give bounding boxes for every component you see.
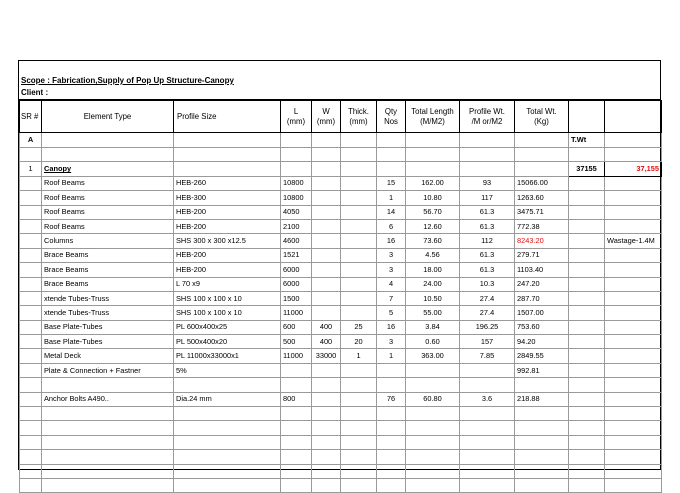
scope-block bbox=[19, 61, 660, 100]
cell-note bbox=[605, 219, 662, 233]
spacer-row bbox=[20, 148, 662, 162]
cell-qty: 14 bbox=[377, 205, 406, 219]
cell-total-wt: 218.88 bbox=[515, 392, 569, 406]
cell-thick: 25 bbox=[341, 320, 377, 334]
cell-profile bbox=[174, 378, 281, 392]
cell-profile-wt: 27.4 bbox=[460, 306, 515, 320]
header-width: W (mm) bbox=[312, 101, 341, 133]
cell-element: Columns bbox=[42, 234, 174, 248]
cell-profile-wt: 61.3 bbox=[460, 263, 515, 277]
cell-total-length: 73.60 bbox=[406, 234, 460, 248]
table-row bbox=[20, 191, 662, 205]
cell-l: 4050 bbox=[281, 205, 312, 219]
cell-element: xtende Tubes-Truss bbox=[42, 291, 174, 305]
cell-note bbox=[605, 291, 662, 305]
cell-profile-wt bbox=[460, 378, 515, 392]
table-row bbox=[20, 234, 662, 248]
cell-profile-wt: 93 bbox=[460, 176, 515, 190]
cell-l: 2100 bbox=[281, 219, 312, 233]
table-row bbox=[20, 263, 662, 277]
cell-note bbox=[605, 392, 662, 406]
cell-element: Metal Deck bbox=[42, 349, 174, 363]
cell-element: Base Plate-Tubes bbox=[42, 320, 174, 334]
blank-row bbox=[20, 478, 662, 492]
cell-profile-wt: 196.25 bbox=[460, 320, 515, 334]
header-extra-2 bbox=[605, 101, 662, 133]
cell-l: 4600 bbox=[281, 234, 312, 248]
cell-thick bbox=[341, 363, 377, 377]
cell-total-length: 56.70 bbox=[406, 205, 460, 219]
cell-thick bbox=[341, 248, 377, 262]
cell-element bbox=[42, 378, 174, 392]
cell-profile: PL 500x400x20 bbox=[174, 335, 281, 349]
cell-total-length: 60.80 bbox=[406, 392, 460, 406]
cell-w bbox=[312, 263, 341, 277]
cell-profile: PL 11000x33000x1 bbox=[174, 349, 281, 363]
cell-thick bbox=[341, 263, 377, 277]
cell-qty: 16 bbox=[377, 320, 406, 334]
cell-w bbox=[312, 234, 341, 248]
bill-of-quantities-table bbox=[19, 100, 662, 493]
cell-qty: 5 bbox=[377, 306, 406, 320]
scope-title: Scope : Fabrication,Supply of Pop Up Structure-Canopy bbox=[21, 76, 234, 85]
header-profile-size: Profile Size bbox=[174, 101, 281, 133]
cell-total-length: 3.84 bbox=[406, 320, 460, 334]
cell-total-wt: 1507.00 bbox=[515, 306, 569, 320]
cell-note bbox=[605, 335, 662, 349]
table-row bbox=[20, 205, 662, 219]
cell-element: Brace Beams bbox=[42, 248, 174, 262]
cell-thick bbox=[341, 306, 377, 320]
cell-profile-wt: 61.3 bbox=[460, 248, 515, 262]
cell-w bbox=[312, 392, 341, 406]
table-row bbox=[20, 335, 662, 349]
twt-label: T.Wt bbox=[569, 133, 605, 148]
table-row bbox=[20, 363, 662, 377]
cell-total-length: 0.60 bbox=[406, 335, 460, 349]
cell-l: 1521 bbox=[281, 248, 312, 262]
cell-qty: 7 bbox=[377, 291, 406, 305]
blank-row bbox=[20, 464, 662, 478]
cell-total-wt: 753.60 bbox=[515, 320, 569, 334]
table-row bbox=[20, 392, 662, 406]
cell-total-wt: 15066.00 bbox=[515, 176, 569, 190]
cell-qty: 15 bbox=[377, 176, 406, 190]
cell-l: 6000 bbox=[281, 263, 312, 277]
cell-element: Brace Beams bbox=[42, 263, 174, 277]
cell-profile-wt: 112 bbox=[460, 234, 515, 248]
cell-thick bbox=[341, 219, 377, 233]
cell-l: 11000 bbox=[281, 349, 312, 363]
header-quantity: Qty Nos bbox=[377, 101, 406, 133]
table-row bbox=[20, 219, 662, 233]
header-total-length: Total Length (M/M2) bbox=[406, 101, 460, 133]
cell-thick: 1 bbox=[341, 349, 377, 363]
cell-profile-wt: 157 bbox=[460, 335, 515, 349]
cell-w bbox=[312, 277, 341, 291]
cell-qty: 16 bbox=[377, 234, 406, 248]
cell-profile: Dia.24 mm bbox=[174, 392, 281, 406]
cell-w bbox=[312, 378, 341, 392]
cell-note bbox=[605, 263, 662, 277]
cell-total-length: 24.00 bbox=[406, 277, 460, 291]
group-total: 37,155 bbox=[605, 162, 662, 176]
group-sr: 1 bbox=[20, 162, 42, 176]
cell-w bbox=[312, 291, 341, 305]
cell-qty: 3 bbox=[377, 248, 406, 262]
cell-thick bbox=[341, 191, 377, 205]
cell-w: 33000 bbox=[312, 349, 341, 363]
cell-profile-wt: 3.6 bbox=[460, 392, 515, 406]
table-row bbox=[20, 248, 662, 262]
cell-total-length: 4.56 bbox=[406, 248, 460, 262]
cell-note bbox=[605, 363, 662, 377]
cell-total-wt: 8243.20 bbox=[515, 234, 569, 248]
cell-note bbox=[605, 191, 662, 205]
cell-total-wt: 2849.55 bbox=[515, 349, 569, 363]
table-row bbox=[20, 320, 662, 334]
cell-qty bbox=[377, 363, 406, 377]
cell-note bbox=[605, 176, 662, 190]
cell-qty: 6 bbox=[377, 219, 406, 233]
cell-total-wt: 772.38 bbox=[515, 219, 569, 233]
cell-profile: HEB-200 bbox=[174, 263, 281, 277]
cell-total-length: 10.80 bbox=[406, 191, 460, 205]
cell-element: Roof Beams bbox=[42, 176, 174, 190]
cell-element: Roof Beams bbox=[42, 205, 174, 219]
table-row bbox=[20, 349, 662, 363]
cell-thick bbox=[341, 378, 377, 392]
cell-profile-wt: 7.85 bbox=[460, 349, 515, 363]
cell-element: Roof Beams bbox=[42, 219, 174, 233]
cell-total-length: 12.60 bbox=[406, 219, 460, 233]
cell-thick bbox=[341, 205, 377, 219]
group-subtotal: 37155 bbox=[569, 162, 605, 176]
worksheet bbox=[18, 60, 661, 470]
cell-l: 800 bbox=[281, 392, 312, 406]
header-total-weight: Total Wt. (Kg) bbox=[515, 101, 569, 133]
cell-w: 400 bbox=[312, 320, 341, 334]
cell-total-length: 10.50 bbox=[406, 291, 460, 305]
cell-total-wt: 992.81 bbox=[515, 363, 569, 377]
section-label: A bbox=[20, 133, 42, 148]
cell-profile: HEB-300 bbox=[174, 191, 281, 205]
cell-w bbox=[312, 176, 341, 190]
blank-row bbox=[20, 407, 662, 421]
cell-qty: 3 bbox=[377, 263, 406, 277]
table-row bbox=[20, 291, 662, 305]
cell-l: 600 bbox=[281, 320, 312, 334]
cell-profile-wt: 117 bbox=[460, 191, 515, 205]
cell-w bbox=[312, 248, 341, 262]
cell-w bbox=[312, 306, 341, 320]
cell-total-length: 162.00 bbox=[406, 176, 460, 190]
cell-element: Anchor Bolts A490.. bbox=[42, 392, 174, 406]
table-row bbox=[20, 277, 662, 291]
cell-profile-wt bbox=[460, 363, 515, 377]
cell-total-wt: 1103.40 bbox=[515, 263, 569, 277]
cell-profile-wt: 10.3 bbox=[460, 277, 515, 291]
header-thickness: Thick. (mm) bbox=[341, 101, 377, 133]
client-label: Client : bbox=[21, 88, 49, 97]
cell-note bbox=[605, 248, 662, 262]
cell-profile: SHS 100 x 100 x 10 bbox=[174, 306, 281, 320]
cell-total-wt: 247.20 bbox=[515, 277, 569, 291]
cell-total-wt: 287.70 bbox=[515, 291, 569, 305]
cell-note bbox=[605, 306, 662, 320]
cell-note bbox=[605, 277, 662, 291]
cell-thick: 20 bbox=[341, 335, 377, 349]
table-row bbox=[20, 378, 662, 392]
cell-total-wt: 94.20 bbox=[515, 335, 569, 349]
cell-profile-wt: 27.4 bbox=[460, 291, 515, 305]
cell-thick bbox=[341, 277, 377, 291]
cell-element: Plate & Connection + Fastner bbox=[42, 363, 174, 377]
header-length: L (mm) bbox=[281, 101, 312, 133]
cell-total-wt: 1263.60 bbox=[515, 191, 569, 205]
cell-profile-wt: 61.3 bbox=[460, 219, 515, 233]
section-row bbox=[20, 133, 662, 148]
cell-w bbox=[312, 219, 341, 233]
cell-w bbox=[312, 363, 341, 377]
cell-element: xtende Tubes-Truss bbox=[42, 306, 174, 320]
cell-w: 400 bbox=[312, 335, 341, 349]
cell-l: 11000 bbox=[281, 306, 312, 320]
cell-total-length bbox=[406, 363, 460, 377]
cell-qty: 1 bbox=[377, 191, 406, 205]
blank-row bbox=[20, 435, 662, 449]
cell-profile: SHS 100 x 100 x 10 bbox=[174, 291, 281, 305]
cell-note: Wastage-1.4M bbox=[605, 234, 662, 248]
cell-l: 10800 bbox=[281, 176, 312, 190]
cell-profile-wt: 61.3 bbox=[460, 205, 515, 219]
cell-l bbox=[281, 378, 312, 392]
cell-qty: 4 bbox=[377, 277, 406, 291]
cell-qty bbox=[377, 378, 406, 392]
cell-note bbox=[605, 205, 662, 219]
cell-note bbox=[605, 320, 662, 334]
cell-qty: 3 bbox=[377, 335, 406, 349]
header-element-type: Element Type bbox=[42, 101, 174, 133]
cell-profile: HEB-260 bbox=[174, 176, 281, 190]
cell-l bbox=[281, 363, 312, 377]
cell-profile: 5% bbox=[174, 363, 281, 377]
group-row bbox=[20, 162, 662, 176]
cell-total-length: 55.00 bbox=[406, 306, 460, 320]
cell-profile: PL 600x400x25 bbox=[174, 320, 281, 334]
cell-qty: 76 bbox=[377, 392, 406, 406]
cell-element: Roof Beams bbox=[42, 191, 174, 205]
cell-w bbox=[312, 191, 341, 205]
blank-row bbox=[20, 421, 662, 435]
cell-total-wt: 3475.71 bbox=[515, 205, 569, 219]
group-name: Canopy bbox=[42, 162, 174, 176]
blank-row bbox=[20, 450, 662, 464]
cell-profile: HEB-200 bbox=[174, 219, 281, 233]
cell-profile: HEB-200 bbox=[174, 248, 281, 262]
header-extra-1 bbox=[569, 101, 605, 133]
table-row bbox=[20, 176, 662, 190]
cell-total-wt bbox=[515, 378, 569, 392]
header-sr: SR # bbox=[20, 101, 42, 133]
cell-l: 6000 bbox=[281, 277, 312, 291]
cell-total-length: 363.00 bbox=[406, 349, 460, 363]
cell-profile: SHS 300 x 300 x12.5 bbox=[174, 234, 281, 248]
cell-profile: L 70 x9 bbox=[174, 277, 281, 291]
cell-profile: HEB-200 bbox=[174, 205, 281, 219]
cell-l: 10800 bbox=[281, 191, 312, 205]
cell-element: Brace Beams bbox=[42, 277, 174, 291]
cell-note bbox=[605, 349, 662, 363]
cell-thick bbox=[341, 176, 377, 190]
header-profile-weight: Profile Wt. /M or/M2 bbox=[460, 101, 515, 133]
cell-thick bbox=[341, 234, 377, 248]
cell-l: 1500 bbox=[281, 291, 312, 305]
cell-w bbox=[312, 205, 341, 219]
cell-thick bbox=[341, 392, 377, 406]
cell-total-wt: 279.71 bbox=[515, 248, 569, 262]
header-row bbox=[20, 101, 662, 133]
cell-qty: 1 bbox=[377, 349, 406, 363]
cell-thick bbox=[341, 291, 377, 305]
table-row bbox=[20, 306, 662, 320]
cell-note bbox=[605, 378, 662, 392]
cell-total-length: 18.00 bbox=[406, 263, 460, 277]
cell-l: 500 bbox=[281, 335, 312, 349]
cell-total-length bbox=[406, 378, 460, 392]
cell-element: Base Plate-Tubes bbox=[42, 335, 174, 349]
